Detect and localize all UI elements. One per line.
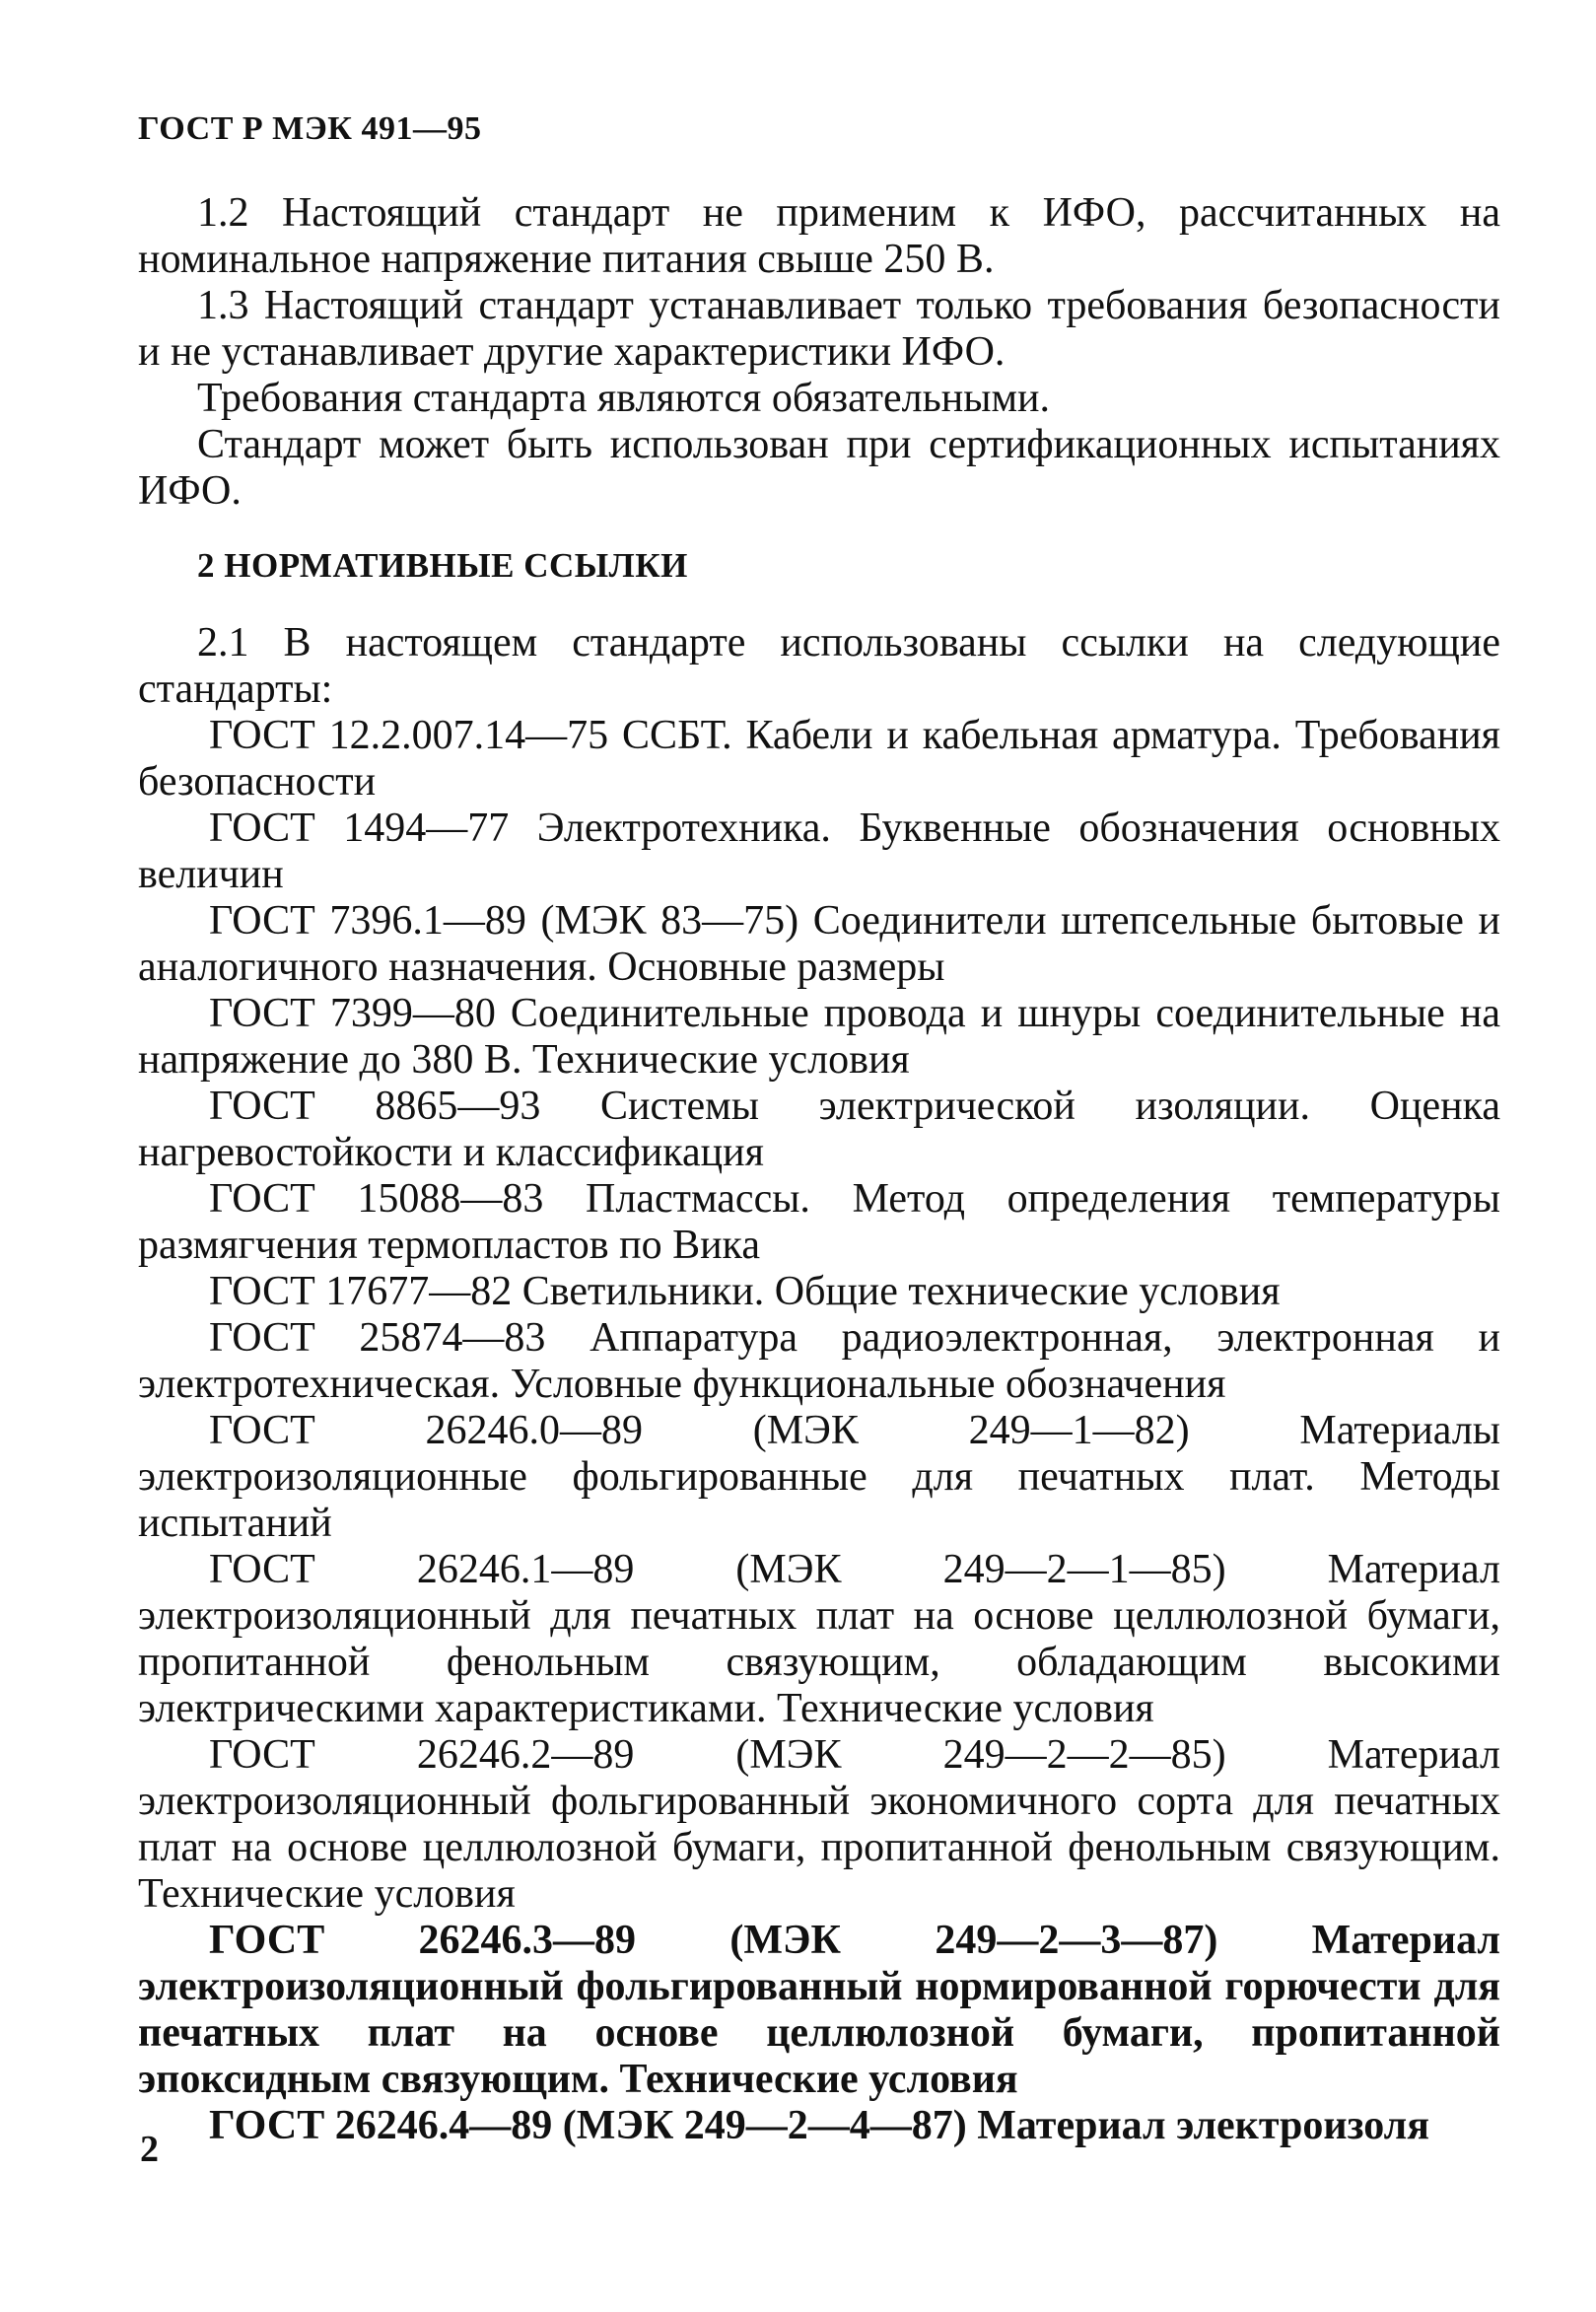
section-intro: 2.1 В настоящем стандарте использованы ссылки на следующие стандарты:: [138, 620, 1500, 712]
reference-item: ГОСТ 26246.2—89 (МЭК 249—2—2—85) Материал электроизоляционный фольгированный экономичного сорта для печатных плат на основе целлюлозной бумаги, пропитанной фенольным связующим. Технические условия: [138, 1732, 1500, 1917]
reference-item: ГОСТ 25874—83 Аппаратура радиоэлектронная, электронная и электротехническая. Условные функциональные обозначения: [138, 1315, 1500, 1407]
paragraph-1-3: 1.3 Настоящий стандарт устанавливает только требования безопасности и не устанавливает другие характеристики ИФО.: [138, 283, 1500, 375]
reference-item: ГОСТ 26246.3—89 (МЭК 249—2—3—87) Материал электроизоляционный фольгированный нормированной горючести для печатных плат на основе целлюлозной бумаги, пропитанной эпоксидным связующим. Технические условия: [138, 1918, 1500, 2102]
reference-item: ГОСТ 1494—77 Электротехника. Буквенные обозначения основных величин: [138, 806, 1500, 897]
paragraph-requirements: Требования стандарта являются обязательными.: [197, 376, 1051, 421]
reference-item: ГОСТ 17677—82 Светильники. Общие технические условия: [209, 1269, 1281, 1314]
reference-item: ГОСТ 7396.1—89 (МЭК 83—75) Соединители штепсельные бытовые и аналогичного назначения. Основные размеры: [138, 898, 1500, 990]
running-header: ГОСТ Р МЭК 491—95: [138, 110, 482, 147]
reference-item: ГОСТ 26246.0—89 (МЭК 249—1—82) Материалы электроизоляционные фольгированные для печатных плат. Методы испытаний: [138, 1408, 1500, 1546]
page-number: 2: [140, 2129, 159, 2170]
reference-item: ГОСТ 15088—83 Пластмассы. Метод определения температуры размягчения термопластов по Вика: [138, 1176, 1500, 1268]
paragraph-1-2: 1.2 Настоящий стандарт не применим к ИФО, рассчитанных на номинальное напряжение питания свыше 250 В.: [138, 190, 1500, 282]
page-content: [138, 190, 1500, 2149]
reference-item: ГОСТ 8865—93 Системы электрической изоляции. Оценка нагревостойкости и классификация: [138, 1084, 1500, 1175]
section-title: 2 НОРМАТИВНЫЕ ССЫЛКИ: [197, 546, 688, 585]
reference-item: ГОСТ 26246.4—89 (МЭК 249—2—4—87) Материал электроизоля: [209, 2103, 1429, 2148]
reference-item: ГОСТ 12.2.007.14—75 ССБТ. Кабели и кабельная арматура. Требования безопасности: [138, 713, 1500, 805]
reference-item: ГОСТ 7399—80 Соединительные провода и шнуры соединительные на напряжение до 380 В. Технические условия: [138, 991, 1500, 1083]
reference-item: ГОСТ 26246.1—89 (МЭК 249—2—1—85) Материал электроизоляционный для печатных плат на основе целлюлозной бумаги, пропитанной фенольным связующим, обладающим высокими электрическими характеристиками. Технические условия: [138, 1547, 1500, 1731]
paragraph-certification: Стандарт может быть использован при сертификационных испытаниях ИФО.: [138, 422, 1500, 514]
